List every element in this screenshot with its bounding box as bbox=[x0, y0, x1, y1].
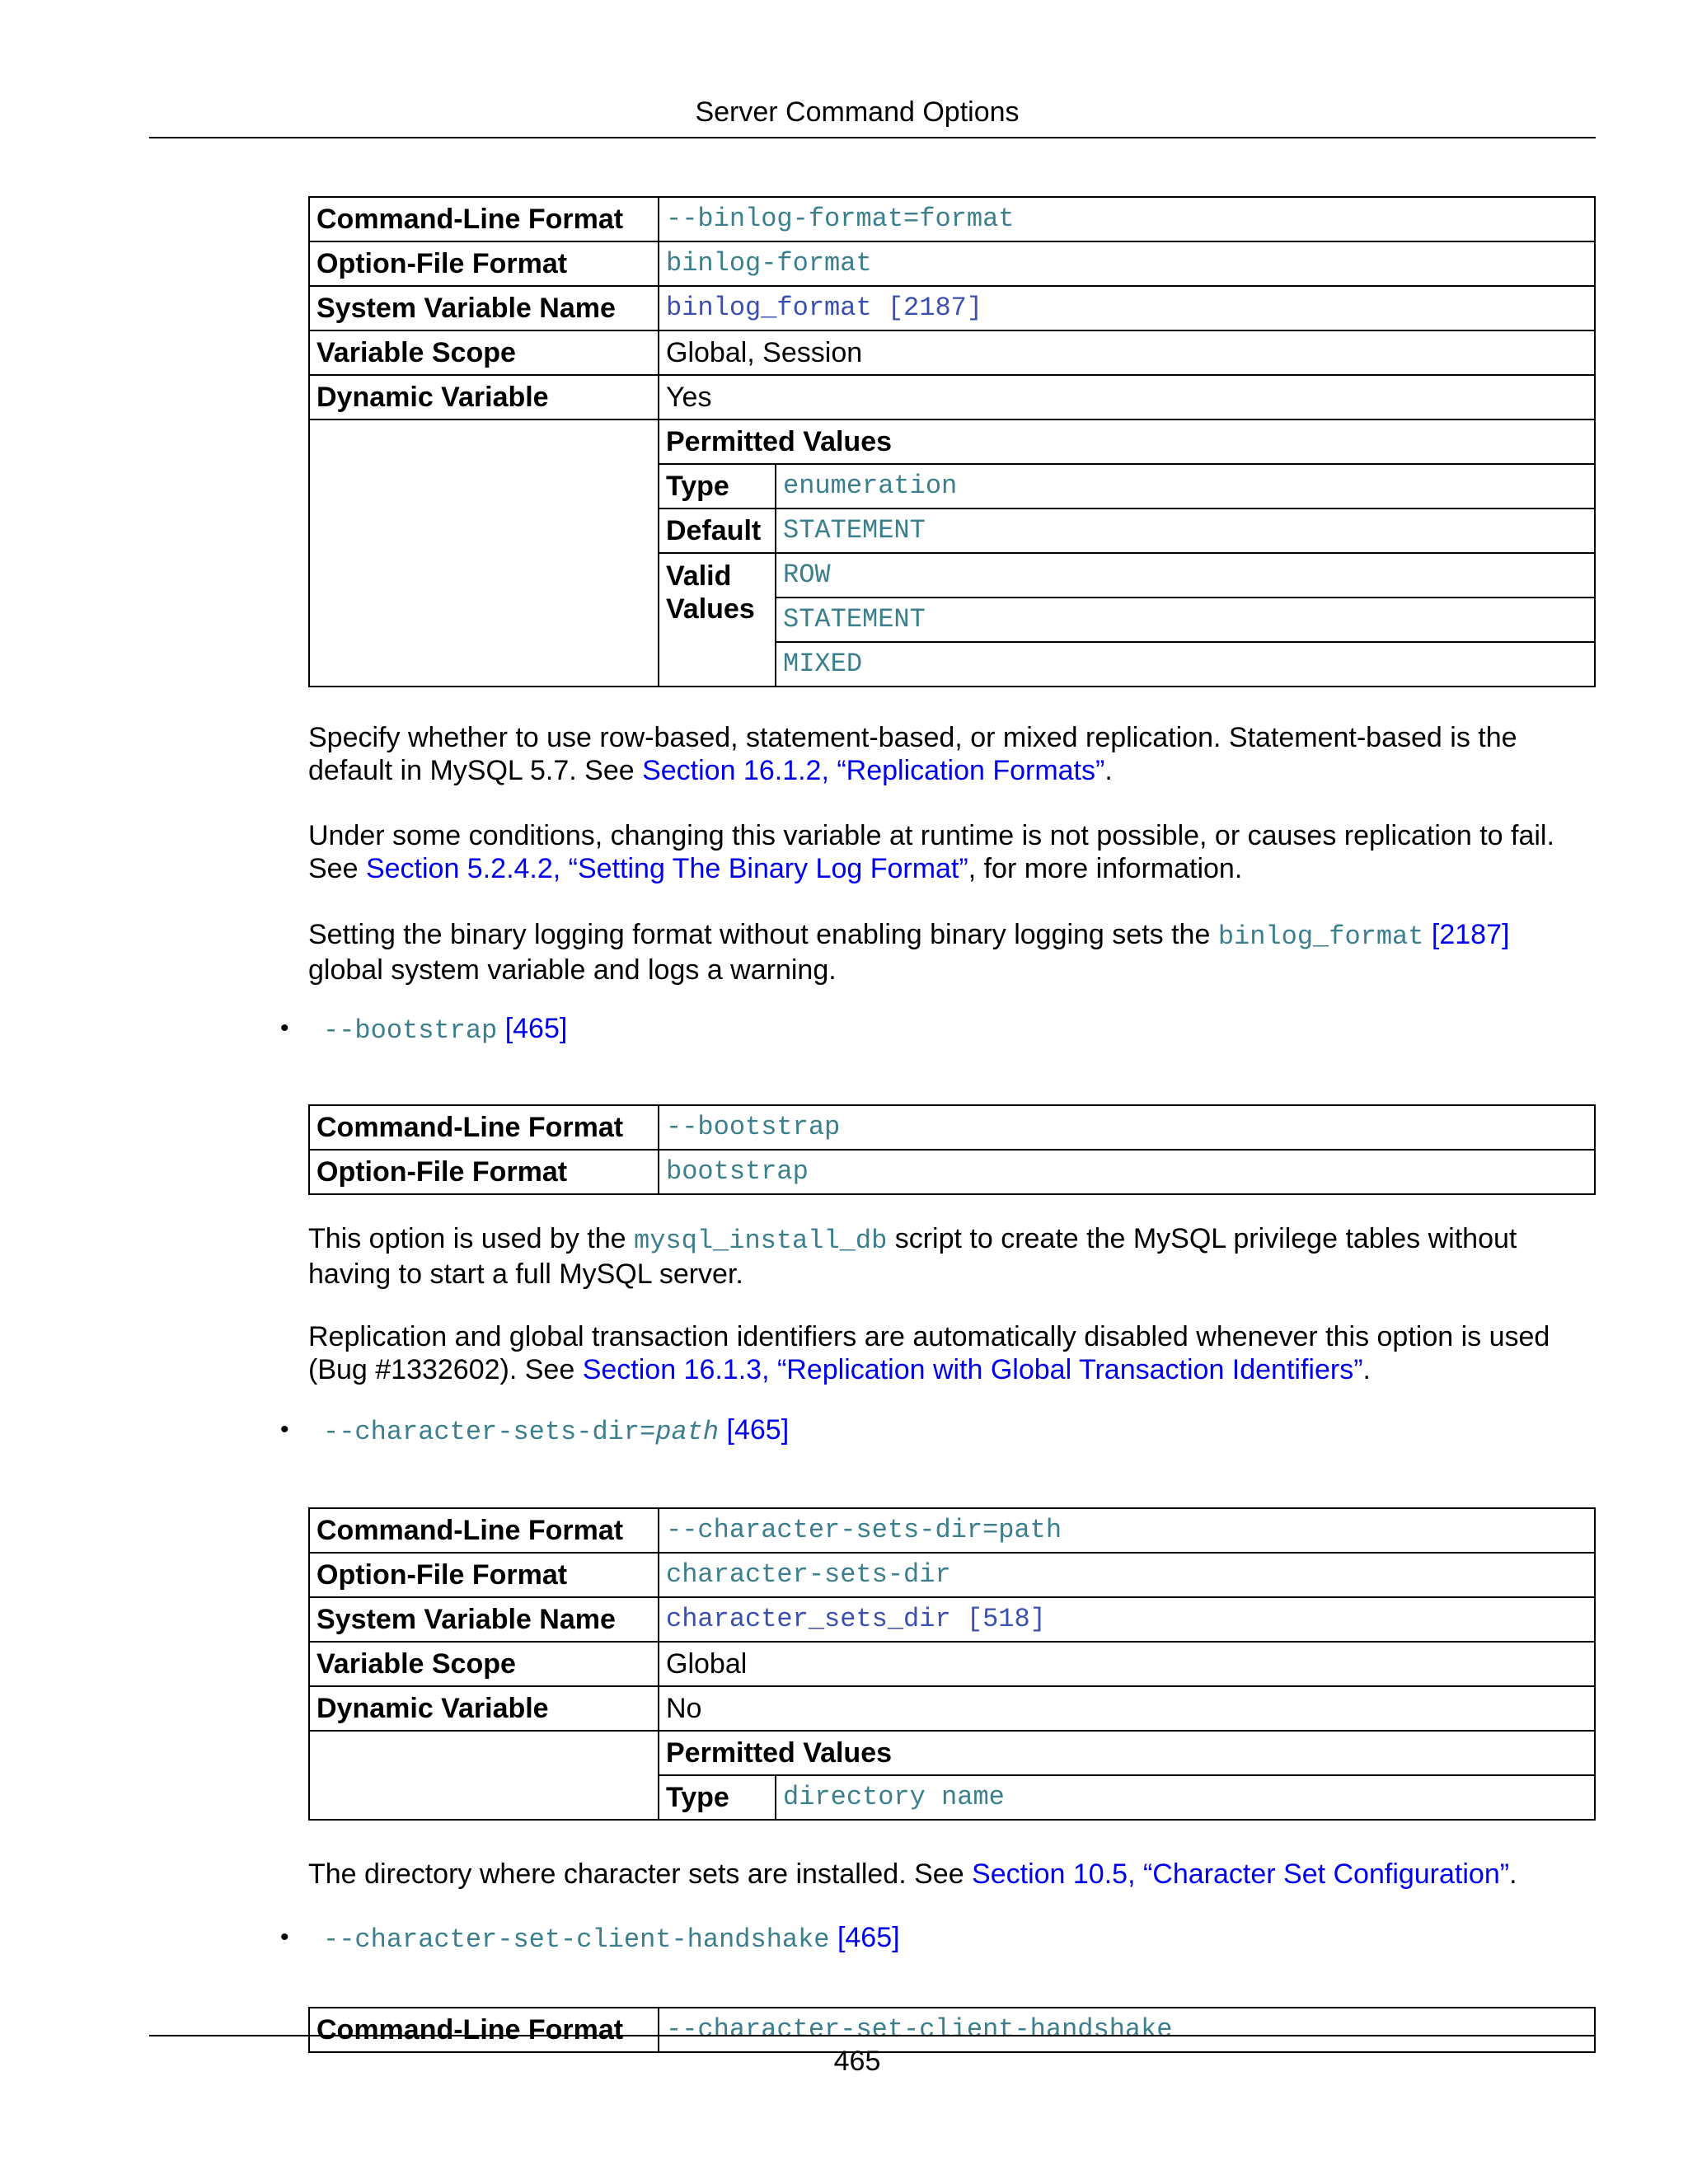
character-set-client-handshake-option-link[interactable]: --character-set-client-handshake bbox=[323, 1924, 830, 1955]
binlog-format-description bbox=[308, 721, 1594, 787]
table-row bbox=[309, 1553, 1595, 1597]
bullet-dot: • bbox=[280, 1015, 289, 1042]
option-file-value: bootstrap bbox=[659, 1150, 1595, 1194]
paragraph-text: script to create the MySQL privilege tables without having to start a full MySQL server. bbox=[308, 1223, 1517, 1290]
table-label: Variable Scope bbox=[309, 330, 659, 375]
option-code: --character-sets-dir= bbox=[323, 1417, 656, 1447]
mysql-install-db-code-link[interactable]: mysql_install_db bbox=[634, 1226, 888, 1256]
permitted-values-heading: Permitted Values bbox=[659, 1731, 1595, 1775]
replication-gtid-link[interactable]: Section 16.1.3, “Replication with Global Transaction Identifiers” bbox=[582, 1354, 1363, 1385]
binlog-format-warning-note bbox=[308, 918, 1594, 987]
default-value: STATEMENT bbox=[776, 509, 1595, 553]
table-row bbox=[309, 1731, 1595, 1775]
replication-formats-link[interactable]: Section 16.1.2, “Replication Formats” bbox=[642, 755, 1105, 786]
paragraph-text: Replication and global transaction identifiers are automatically disabled whenever this option is used (Bug #1332602). See bbox=[308, 1321, 1550, 1385]
table-label: Command-Line Format bbox=[309, 1508, 659, 1553]
table-label: Option-File Format bbox=[309, 1150, 659, 1194]
empty-cell bbox=[309, 419, 659, 687]
setting-binary-log-format-link[interactable]: Section 5.2.4.2, “Setting The Binary Log Format” bbox=[365, 853, 968, 884]
bootstrap-ref-link[interactable]: [465] bbox=[504, 1013, 568, 1044]
paragraph-text: Setting the binary logging format without enabling binary logging sets the bbox=[308, 919, 1218, 950]
table-row bbox=[309, 1597, 1595, 1642]
system-variable-link[interactable]: binlog_format [2187] bbox=[659, 286, 1595, 330]
system-variable-link[interactable]: character_sets_dir [518] bbox=[659, 1597, 1595, 1642]
command-line-value: --bootstrap bbox=[659, 1105, 1595, 1150]
binlog-format-runtime-note bbox=[308, 819, 1594, 885]
empty-cell bbox=[309, 1731, 659, 1820]
table-row bbox=[309, 1150, 1595, 1194]
option-file-value: character-sets-dir bbox=[659, 1553, 1595, 1597]
table-row bbox=[309, 375, 1595, 419]
command-line-value: --character-set-client-handshake bbox=[659, 2008, 1595, 2052]
type-label: Type bbox=[659, 464, 776, 509]
option-file-value: binlog-format bbox=[659, 241, 1595, 286]
page-header-title: Server Command Options bbox=[695, 96, 1020, 128]
dynamic-variable-value: No bbox=[659, 1686, 1595, 1731]
bootstrap-option-link[interactable]: --bootstrap bbox=[323, 1015, 498, 1046]
bullet-dot: • bbox=[280, 1924, 289, 1951]
option-code-param: path bbox=[655, 1417, 720, 1447]
table-row bbox=[309, 197, 1595, 241]
character-set-client-handshake-ref-link[interactable]: [465] bbox=[837, 1922, 900, 1953]
valid-value: ROW bbox=[776, 553, 1595, 598]
type-label: Type bbox=[659, 1775, 776, 1820]
table-row bbox=[309, 241, 1595, 286]
paragraph-text: . bbox=[1362, 1354, 1371, 1385]
paragraph-text: The directory where character sets are installed. See bbox=[308, 1858, 973, 1890]
page-number: 465 bbox=[833, 2046, 881, 2077]
character-sets-dir-option-bullet bbox=[280, 1413, 789, 1449]
binlog-format-options-table bbox=[308, 196, 1596, 687]
paragraph-text: . bbox=[1509, 1858, 1517, 1890]
table-row bbox=[309, 1508, 1595, 1553]
character-set-configuration-link[interactable]: Section 10.5, “Character Set Configuration” bbox=[972, 1858, 1510, 1890]
table-row bbox=[309, 419, 1595, 464]
table-label: Command-Line Format bbox=[309, 197, 659, 241]
character-sets-dir-option-link[interactable] bbox=[323, 1417, 719, 1447]
permitted-values-heading: Permitted Values bbox=[659, 419, 1595, 464]
character-set-client-handshake-option-bullet bbox=[280, 1921, 900, 1957]
table-label: Command-Line Format bbox=[309, 2008, 659, 2052]
table-label: Option-File Format bbox=[309, 1553, 659, 1597]
paragraph-text: Under some conditions, changing this variable at runtime is not possible, or causes replication to fail. See bbox=[308, 820, 1554, 884]
bootstrap-options-table bbox=[308, 1104, 1596, 1195]
table-label: Dynamic Variable bbox=[309, 375, 659, 419]
valid-value: MIXED bbox=[776, 642, 1595, 687]
valid-value: STATEMENT bbox=[776, 598, 1595, 642]
bootstrap-description bbox=[308, 1222, 1594, 1291]
bootstrap-option-bullet bbox=[280, 1012, 567, 1047]
paragraph-text: . bbox=[1104, 755, 1113, 786]
footer-rule bbox=[149, 2035, 1596, 2036]
binlog-format-ref-link[interactable]: [2187] bbox=[1431, 919, 1510, 950]
table-label: Variable Scope bbox=[309, 1642, 659, 1686]
binlog-format-code-link[interactable]: binlog_format bbox=[1217, 921, 1424, 952]
table-row bbox=[309, 330, 1595, 375]
type-value: directory name bbox=[776, 1775, 1595, 1820]
bullet-dot: • bbox=[280, 1416, 289, 1443]
table-label: Command-Line Format bbox=[309, 1105, 659, 1150]
dynamic-variable-value: Yes bbox=[659, 375, 1595, 419]
paragraph-text: , for more information. bbox=[968, 853, 1243, 884]
table-row bbox=[309, 1105, 1595, 1150]
command-line-value: --character-sets-dir=path bbox=[659, 1508, 1595, 1553]
character-sets-dir-description bbox=[308, 1858, 1594, 1891]
paragraph-text: Specify whether to use row-based, statement-based, or mixed replication. Statement-based is the default in MySQL 5.7. See bbox=[308, 722, 1517, 786]
table-row bbox=[309, 1686, 1595, 1731]
variable-scope-value: Global bbox=[659, 1642, 1595, 1686]
table-row bbox=[309, 1642, 1595, 1686]
paragraph-text: global system variable and logs a warning. bbox=[308, 954, 837, 986]
table-label: System Variable Name bbox=[309, 1597, 659, 1642]
type-value: enumeration bbox=[776, 464, 1595, 509]
paragraph-text: This option is used by the bbox=[308, 1223, 635, 1254]
header-rule bbox=[149, 137, 1596, 138]
command-line-value: --binlog-format=format bbox=[659, 197, 1595, 241]
table-label: System Variable Name bbox=[309, 286, 659, 330]
table-label: Dynamic Variable bbox=[309, 1686, 659, 1731]
table-label: Option-File Format bbox=[309, 241, 659, 286]
default-label: Default bbox=[659, 509, 776, 553]
character-sets-dir-options-table bbox=[308, 1507, 1596, 1821]
character-sets-dir-ref-link[interactable]: [465] bbox=[726, 1414, 790, 1446]
variable-scope-value: Global, Session bbox=[659, 330, 1595, 375]
valid-values-label: Valid Values bbox=[659, 553, 776, 687]
table-row bbox=[309, 286, 1595, 330]
bootstrap-replication-note bbox=[308, 1320, 1594, 1386]
